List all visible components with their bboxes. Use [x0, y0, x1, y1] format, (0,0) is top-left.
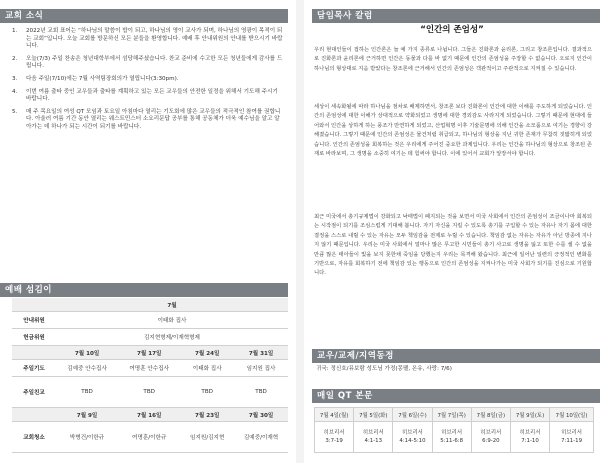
page-gutter — [296, 0, 304, 463]
offering-value: 김지현형제/이재혁형제 — [56, 329, 288, 346]
news-item — [12, 56, 284, 71]
duty-section-header — [0, 283, 288, 297]
table-row — [315, 422, 594, 453]
table-row — [12, 329, 288, 346]
qt-book: 히브리서 — [480, 430, 502, 436]
qt-book: 히브리서 — [441, 430, 463, 436]
qt-reference: 7:11-19 — [561, 438, 583, 444]
date-cell: 7월 9일 — [56, 408, 118, 422]
date-cell: 7월 31일 — [234, 346, 288, 360]
date-cell: 7월 23일 — [180, 408, 234, 422]
qt-section-header — [312, 389, 600, 403]
prayer-label: 주일기도 — [12, 360, 56, 377]
date-cell: 7월 16일 — [118, 408, 180, 422]
usher-label: 안내위원 — [12, 312, 56, 329]
news-item-text: 오늘(7/3) 주일 찬송은 청년대학부에서 섬당해주셨습니다. 찬교 준비에 수고한 모든 청년들에게 감사를 드립니다. — [26, 55, 283, 70]
qt-date: 7월 5일(화) — [354, 408, 393, 422]
qt-book: 히브리서 — [323, 430, 345, 436]
news-list — [12, 28, 284, 137]
date-cell: 7월 30일 — [234, 408, 288, 422]
qt-book: 히브리서 — [519, 430, 541, 436]
month-cell: 7월 — [56, 298, 288, 312]
cleaning-cell: 김예중/이재혁 — [234, 422, 288, 453]
prayer-cell: 김예중 안수집사 — [56, 360, 118, 377]
table-row — [12, 312, 288, 329]
cleaning-cell: 박병건/이한규 — [56, 422, 118, 453]
right-page — [304, 0, 600, 463]
news-item-text: 다음 주일(7/10)에는 7월 사역팀장회의가 열립니다(3:30pm). — [26, 75, 179, 82]
table-row — [315, 408, 594, 422]
date-cell: 7월 10일 — [56, 346, 118, 360]
pastor-section-header — [312, 9, 600, 23]
qt-date: 7월 8일(금) — [471, 408, 510, 422]
table-row — [12, 377, 288, 408]
cleaning-label: 교회청소 — [12, 422, 56, 453]
fellowship-meal-cell: TBD — [118, 377, 180, 408]
news-item-number: 4. — [12, 88, 18, 95]
qt-reference: 4:1-13 — [364, 438, 383, 444]
cleaning-cell: 여명훈/이한규 — [118, 422, 180, 453]
news-item — [12, 28, 284, 51]
prayer-cell: 이태화 집사 — [180, 360, 234, 377]
cleaning-cell: 임지원/김지현 — [180, 422, 234, 453]
qt-reference: 3:7-19 — [325, 438, 343, 444]
duty-title: 예배 섬김이 — [5, 285, 53, 295]
qt-reference: 4:14-5:10 — [399, 438, 426, 444]
column-paragraph: 우리 현대인들이 접하는 인간론은 늘 예 가지 종류로 나뉩니다. 그들은 진화론과 윤리론, 그리고 창조론입니다. 결과적으로 진화론과 윤리론에 근거하면 인간은 동물과 다를 바 없기 때문에 인간의 존엄성을 주장할 수 없습니다. 오로지 인간이 하나님의 형상대로 지음 받았다는 창조론에 근거해서 인간의 존엄성은 객관적이고 주관적으로 지켜질 수 있습니다. — [314, 47, 592, 72]
fellowship-section-header — [312, 349, 600, 363]
column-heading: “인간의 존엄성” — [420, 25, 484, 35]
qt-passage-cell — [550, 422, 594, 453]
qt-reference: 7:1-10 — [521, 438, 539, 444]
duty-table — [12, 298, 288, 453]
qt-passage-cell — [432, 422, 471, 453]
table-row — [12, 408, 288, 422]
qt-date: 7월 4일(월) — [315, 408, 354, 422]
qt-passage-cell — [315, 422, 354, 453]
pastor-title: 담임목사 칼럼 — [317, 11, 373, 21]
qt-reference: 5:11-6:8 — [440, 438, 464, 444]
table-row — [12, 422, 288, 453]
fellowship-title: 교우/교제/지역동정 — [317, 351, 394, 361]
table-row — [12, 346, 288, 360]
news-item-text: 이번 여름 출타 중인 교우들과 출타를 계획하고 있는 모든 교우들의 안전한 일정을 위해서 기도해 주시기 바랍니다. — [26, 88, 278, 103]
left-page — [0, 0, 296, 463]
news-item-text: 매 주 목요일의 여성 QT 모임과 토요일 아침마다 열리는 기도회에 많은 교우들의 적극적인 참여를 권합니다. 아울러 여름 기간 동안 열리는 웨스트민스터 소요리문답 공부를 통해 공동체가 더욱 예수님을 알고 알아가는 데 하나가 되는 시간이 되기를 바랍니다. — [26, 108, 281, 130]
news-item — [12, 109, 284, 132]
news-item — [12, 89, 284, 104]
news-item-number: 3. — [12, 75, 18, 82]
prayer-cell: 여명훈 안수집사 — [118, 360, 180, 377]
fellowship-meal-cell: TBD — [56, 377, 118, 408]
qt-table — [314, 407, 594, 453]
offering-label: 헌금위원 — [12, 329, 56, 346]
news-title: 교회 소식 — [5, 11, 44, 21]
qt-title: 매일 QT 본문 — [317, 391, 373, 401]
news-item-text: 2022년 교회 표어는 “하나님의 말씀이 밥이 되고, 하나님의 영이 교사가 되며, 하나님의 영광이 목적이 되는 교회”입니다. 오늘 교회를 방문하신 모든 분들을 환영합니다. 예배 후 안내위원의 안내를 받으시기 바랍니다. — [26, 28, 283, 50]
qt-passage-cell — [354, 422, 393, 453]
qt-passage-cell — [393, 422, 432, 453]
qt-date: 7월 9일(토) — [510, 408, 549, 422]
qt-date: 7월 10일(일) — [550, 408, 594, 422]
prayer-cell: 임지원 집사 — [234, 360, 288, 377]
news-section-header — [0, 9, 288, 23]
column-paragraph: 최근 미국에서 총기규제법이 강화되고 낙태법이 폐지되는 것을 보면서 미국 사회에서 인간의 존엄성이 조금이나마 회복되는 시작점이 되기를 조심스럽게 기대해 봅니다. 자기 자신을 지킬 수 있도록 총기를 구입할 수 있는 자유나 자기 몸에 대한 결정을 스스로 내릴 수 있는 자유는 모두 책임감을 전제로 누릴 수 있습니다. 책임감 없는 자유는 자유가 아닌 방종에 지나지 않기 때문입니다. 우리는 미국 사회에서 얼마나 많은 무고한 시민들이 총기 사고로 생명을 잃고 또한 수를 셀 수 없을 만큼 많은 태아들이 빛을 보지 못한채 죽임을 당했는지 우리는 목격해 왔습니다. 최근에 일어난 일련의 긍정적인 변화를 기반으로, 자유를 회복하기 전에 책임감 있는 행동으로 인간의 존엄성을 지켜나가는 미국 사회가 되기를 진심으로 기원합니다. — [314, 214, 592, 277]
fellowship-meal-label: 주일친교 — [12, 377, 56, 408]
news-item-number: 2. — [12, 55, 18, 62]
news-item-number: 1. — [12, 28, 18, 34]
qt-date: 7월 6일(수) — [393, 408, 432, 422]
table-row — [12, 360, 288, 377]
qt-book: 히브리서 — [362, 430, 384, 436]
date-cell: 7월 24일 — [180, 346, 234, 360]
qt-book: 히브리서 — [402, 430, 423, 436]
column-paragraph: 세상이 세속화될에 따라 하나님을 점차로 배제하면서, 창조론 보다 진화론이 인간에 대한 이해를 주도하게 되었습니다. 인간의 존엄성에 대한 이해가 상대적으로 약화되었고 생명에 대한 경외감도 사라지게 되었습니다. 그렇기 때문에 현대에 들어와서 인간을 상하게 하는 풍조가 만연하게 되었고, 산업혁명 이후 기술문명에 의해 인간을 소모품으로 여기는 경향이 강해졌습니다. 그렇기 때문에 인간의 존엄성은 물건처럼 취급되고, 하나님의 형상을 지닌 귀한 존재가 무참히 짓밟히게 되었습니다. 인간의 존엄성을 회복하는 것은 우리에게 주어진 중요한 과제입니다. 우리는 인간을 하나님의 형상으로 창조된 존재로 바라보며, 그 생명을 소중히 여기는 데 힘써야 합니다. 이에 있어서 교회가 앞장서야 합니다. — [314, 104, 592, 158]
table-row — [12, 298, 288, 312]
qt-passage-cell — [510, 422, 549, 453]
fellowship-meal-cell: TBD — [180, 377, 234, 408]
usher-value: 이태화 집사 — [56, 312, 288, 329]
date-cell: 7월 17일 — [118, 346, 180, 360]
qt-passage-cell — [471, 422, 510, 453]
qt-date: 7월 7일(목) — [432, 408, 471, 422]
qt-book: 히브리서 — [561, 430, 582, 436]
news-item — [12, 76, 284, 84]
fellowship-meal-cell: TBD — [234, 377, 288, 408]
qt-reference: 6:9-20 — [482, 438, 500, 444]
news-item-number: 5. — [12, 108, 18, 115]
fellowship-text: 귀국: 정신호/뮤보람 성도님 가정(몽팰, 온유, 사랑: 7/6) — [316, 366, 452, 372]
